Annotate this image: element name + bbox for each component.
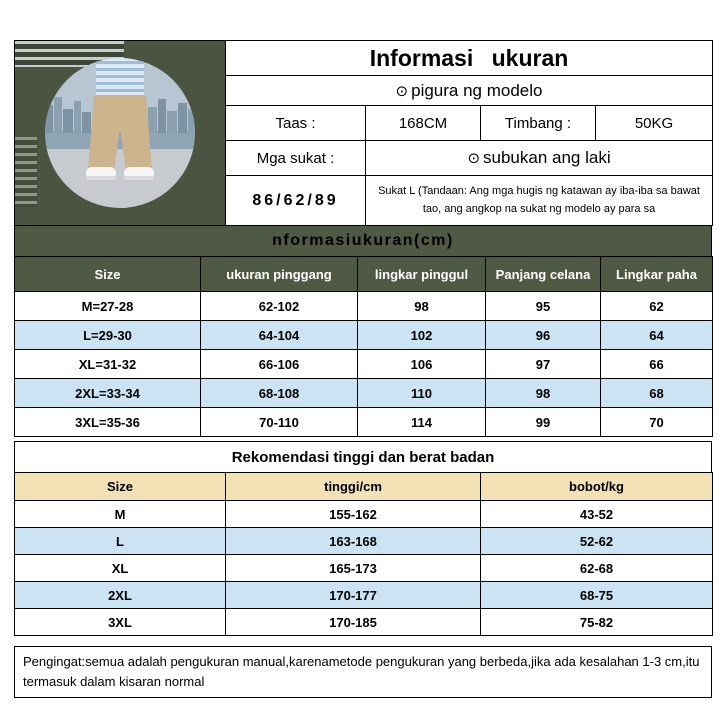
size-table xyxy=(14,256,713,437)
table-cell: 102 xyxy=(358,321,486,350)
table-cell: 170-177 xyxy=(226,582,481,609)
column-header: tinggi/cm xyxy=(226,473,481,501)
table-cell: 68 xyxy=(601,379,713,408)
table-row xyxy=(15,582,713,609)
target-icon: ⊙ xyxy=(467,149,481,167)
table-cell: 98 xyxy=(486,379,601,408)
table-cell: 64-104 xyxy=(201,321,358,350)
table-cell: 68-75 xyxy=(481,582,713,609)
table-cell: 165-173 xyxy=(226,555,481,582)
fit-note: Sukat L (Tandaan: Ang mga hugis ng katawan ay iba-iba sa bawat tao, ang angkop na sukat ng modelo ay para sa xyxy=(366,176,713,226)
table-cell: 110 xyxy=(358,379,486,408)
content-sheet xyxy=(14,40,712,698)
weight-label: Timbang : xyxy=(481,106,596,141)
model-photo-cell xyxy=(15,41,226,226)
weight-value: 50KG xyxy=(596,106,713,141)
column-header: bobot/kg xyxy=(481,473,713,501)
table-row xyxy=(15,609,713,636)
page-title: Informasi ukuran xyxy=(226,41,713,76)
column-header: Size xyxy=(15,473,226,501)
table-cell: 170-185 xyxy=(226,609,481,636)
table-cell: XL xyxy=(15,555,226,582)
table-cell: 3XL=35-36 xyxy=(15,408,201,437)
table-row xyxy=(15,555,713,582)
table-cell: M xyxy=(15,501,226,528)
height-value: 168CM xyxy=(366,106,481,141)
table-row xyxy=(15,528,713,555)
table-cell: 70-110 xyxy=(201,408,358,437)
table-cell: 99 xyxy=(486,408,601,437)
table-row xyxy=(15,292,713,321)
table-cell: 155-162 xyxy=(226,501,481,528)
measurements-label: Mga sukat : xyxy=(226,141,366,176)
table-cell: 64 xyxy=(601,321,713,350)
measurements-value: 86/62/89 xyxy=(226,176,366,226)
table-cell: 163-168 xyxy=(226,528,481,555)
table-cell: 2XL xyxy=(15,582,226,609)
table-cell: 2XL=33-34 xyxy=(15,379,201,408)
table-cell: 43-52 xyxy=(481,501,713,528)
table-row xyxy=(15,408,713,437)
table-cell: 66-106 xyxy=(201,350,358,379)
table-cell: M=27-28 xyxy=(15,292,201,321)
recommendation-section-title: Rekomendasi tinggi dan berat badan xyxy=(14,441,712,472)
table-cell: 62 xyxy=(601,292,713,321)
table-cell: 95 xyxy=(486,292,601,321)
table-cell: 62-102 xyxy=(201,292,358,321)
table-row xyxy=(15,350,713,379)
column-header: Panjang celana xyxy=(486,257,601,292)
model-photo xyxy=(44,57,196,209)
table-cell: 52-62 xyxy=(481,528,713,555)
measurement-disclaimer: Pengingat:semua adalah pengukuran manual,karenametode pengukuran yang berbeda,jika ada kesalahan 1-3 cm,itu termasuk dalam kisaran normal xyxy=(14,646,712,698)
table-row xyxy=(15,379,713,408)
target-icon: ⊙ xyxy=(395,81,409,100)
table-cell: XL=31-32 xyxy=(15,350,201,379)
model-photo-wrap xyxy=(15,41,225,225)
fit-section-label: subukan ang laki xyxy=(483,148,611,167)
height-label: Taas : xyxy=(226,106,366,141)
table-cell: 66 xyxy=(601,350,713,379)
column-header: Lingkar paha xyxy=(601,257,713,292)
column-header: lingkar pinggul xyxy=(358,257,486,292)
table-row xyxy=(15,501,713,528)
table-cell: 70 xyxy=(601,408,713,437)
table-cell: 75-82 xyxy=(481,609,713,636)
table-cell: 97 xyxy=(486,350,601,379)
table-row xyxy=(15,321,713,350)
recommendation-header-row xyxy=(15,473,713,501)
table-cell: 114 xyxy=(358,408,486,437)
table-cell: 62-68 xyxy=(481,555,713,582)
size-table-header-row xyxy=(15,257,713,292)
table-cell: 106 xyxy=(358,350,486,379)
table-cell: 3XL xyxy=(15,609,226,636)
table-cell: 96 xyxy=(486,321,601,350)
column-header: ukuran pinggang xyxy=(201,257,358,292)
table-cell: L xyxy=(15,528,226,555)
column-header: Size xyxy=(15,257,201,292)
product-info-table xyxy=(14,40,713,226)
size-table-section-title: nformasiukuran(cm) xyxy=(14,226,712,256)
table-cell: 98 xyxy=(358,292,486,321)
recommendation-table xyxy=(14,472,713,636)
model-section-header xyxy=(226,76,713,106)
model-section-label: pigura ng modelo xyxy=(411,80,543,100)
fit-section-header xyxy=(366,141,713,176)
table-cell: 68-108 xyxy=(201,379,358,408)
table-cell: L=29-30 xyxy=(15,321,201,350)
